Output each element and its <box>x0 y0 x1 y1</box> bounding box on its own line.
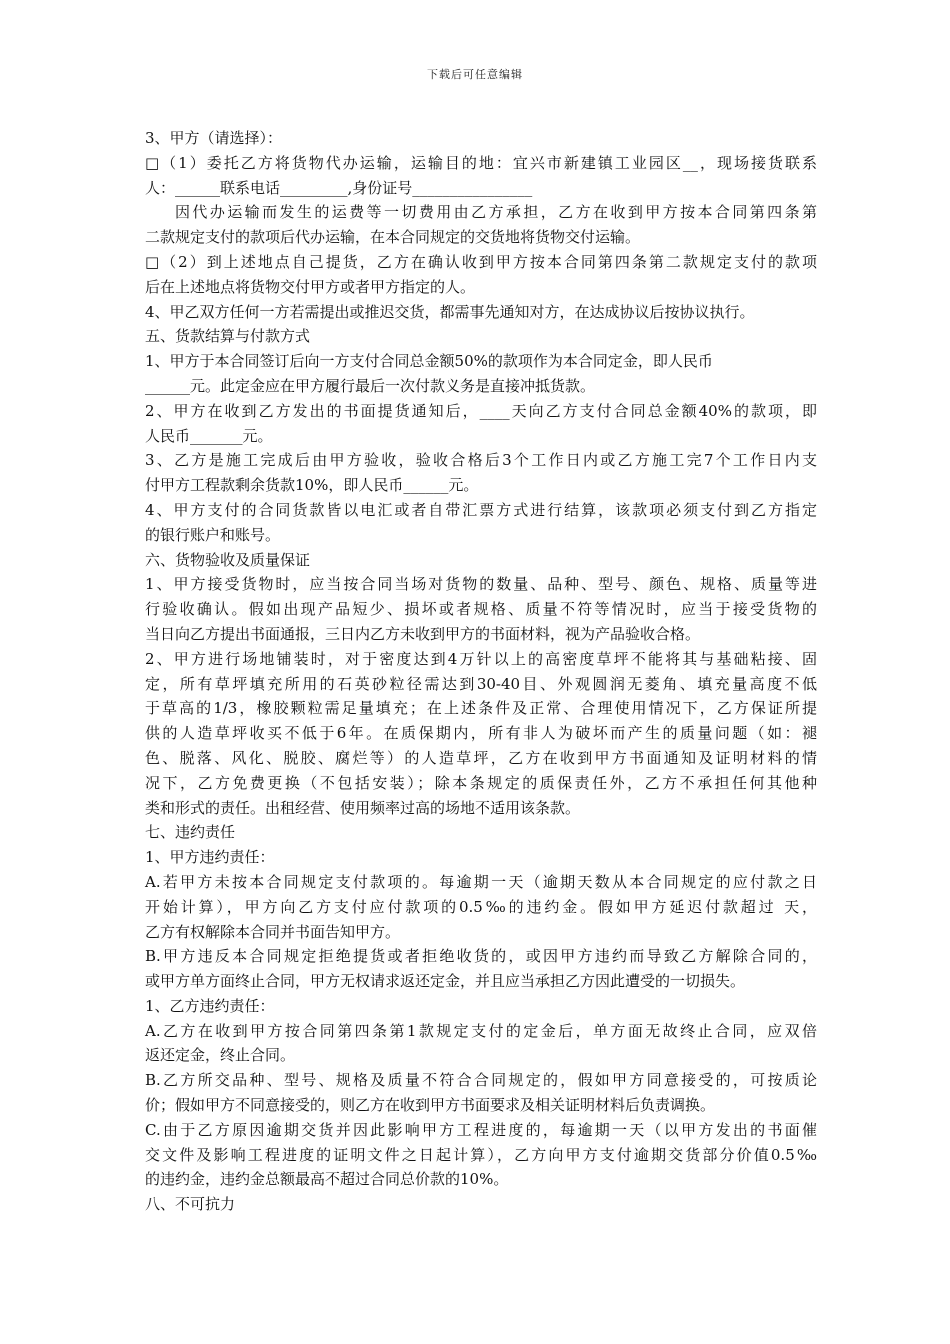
text-line: 的违约金，违约金总额最高不超过合同总价款的10%。 <box>145 1170 509 1189</box>
text-line: 3、甲方（请选择）： <box>145 129 283 147</box>
text-line: 人民币_______元。 <box>145 426 273 445</box>
text-line: 交文件及影响工程进度的证明文件之日起计算），乙方向甲方支付逾期交货部分价值0.5‰ <box>145 1145 817 1164</box>
text-line: 类和形式的责任。出租经营、使用频率过高的场地不适用该条款。 <box>145 798 581 817</box>
text-line: 乙方有权解除本合同并书面告知甲方。 <box>145 922 401 941</box>
text-line: 七、违约责任 <box>145 823 236 842</box>
text-line: 4、甲乙双方任何一方若需提出或推迟交货，都需事先通知对方，在达成协议后按协议执行。 <box>145 302 755 321</box>
text-line: 五、货款结算与付款方式 <box>145 327 311 346</box>
text-line: 2、甲方进行场地铺装时，对于密度达到4万针以上的高密度草坪不能将其与基础粘接、固 <box>145 649 817 668</box>
text-line: 后在上述地点将货物交付甲方或者甲方指定的人。 <box>145 277 476 296</box>
text-line: A.若甲方未按本合同规定支付款项的。每逾期一天（逾期天数从本合同规定的应付款之日 <box>145 872 817 891</box>
text-line: 开始计算），甲方向乙方支付应付款项的0.5‰的违约金。假如甲方延迟付款超过 天， <box>145 897 817 916</box>
text-line: 的银行账户和账号。 <box>145 525 281 544</box>
text-line: B.甲方违反本合同规定拒绝提货或者拒绝收货的，或因甲方违约而导致乙方解除合同的， <box>145 947 817 966</box>
text-line: 价；假如甲方不同意接受的，则乙方在收到甲方书面要求及相关证明材料后负责调换。 <box>145 1096 716 1115</box>
text-line: 或甲方单方面终止合同，甲方无权请求返还定金，并且应当承担乙方因此遭受的一切损失。 <box>145 972 746 991</box>
text-line: 当日向乙方提出书面通报，三日内乙方未收到甲方的书面材料，视为产品验收合格。 <box>145 624 701 643</box>
text-line: ______元。此定金应在甲方履行最后一次付款义务是直接冲抵货款。 <box>145 376 596 395</box>
text-line: 付甲方工程款剩余货款10%，即人民币______元。 <box>145 476 479 495</box>
text-line: 定，所有草坪填充所用的石英砂粒径需达到30-40目、外观圆润无菱角、填充量高度不低 <box>145 674 817 693</box>
text-line: B.乙方所交品种、型号、规格及质量不符合合同规定的，假如甲方同意接受的，可按质论 <box>145 1071 817 1090</box>
text-line: 1、乙方违约责任： <box>145 996 275 1015</box>
text-line: 供的人造草坪收买不低于6年。在质保期内，所有非人为破坏而产生的质量问题（如：褪 <box>145 724 817 743</box>
text-line: C.由于乙方原因逾期交货并因此影响甲方工程进度的，每逾期一天（以甲方发出的书面催 <box>145 1120 817 1139</box>
text-line: 人：______联系电话_________,身份证号________________ <box>145 178 533 197</box>
text-line: 4、甲方支付的合同货款皆以电汇或者自带汇票方式进行结算，该款项必须支付到乙方指定 <box>145 500 817 519</box>
text-line: 色、脱落、风化、脱胶、腐烂等）的人造草坪，乙方在收到甲方书面通知及证明材料的情 <box>145 748 817 767</box>
page-header: 下载后可任意编辑 <box>427 68 523 81</box>
text-line: 1、甲方接受货物时，应当按合同当场对货物的数量、品种、型号、颜色、规格、质量等进 <box>145 575 817 594</box>
text-line: 1、甲方违约责任： <box>145 848 275 867</box>
text-line: 2、甲方在收到乙方发出的书面提货通知后，____天向乙方支付合同总金额40%的款项，即 <box>145 401 817 420</box>
text-line: 行验收确认。假如出现产品短少、损坏或者规格、质量不符等情况时，应当于接受货物的 <box>145 600 817 619</box>
document-body <box>145 126 817 1217</box>
text-line: A.乙方在收到甲方按合同第四条第1款规定支付的定金后，单方面无故终止合同，应双倍 <box>145 1021 817 1040</box>
text-line: 二款规定支付的款项后代办运输，在本合同规定的交货地将货物交付运输。 <box>145 228 641 247</box>
text-line: □（2）到上述地点自己提货，乙方在确认收到甲方按本合同第四条第二款规定支付的款项 <box>145 252 817 271</box>
text-line: 3、乙方是施工完成后由甲方验收，验收合格后3个工作日内或乙方施工完7个工作日内支 <box>145 451 817 470</box>
text-line: □（1）委托乙方将货物代办运输，运输目的地：宜兴市新建镇工业园区__，现场接货联系 <box>145 153 817 172</box>
text-line: 因代办运输而发生的运费等一切费用由乙方承担，乙方在收到甲方按本合同第四条第 <box>175 203 817 222</box>
text-line: 1、甲方于本合同签订后向一方支付合同总金额50%的款项作为本合同定金，即人民币 <box>145 352 713 371</box>
text-line: 八、不可抗力 <box>145 1195 236 1214</box>
text-line: 况下，乙方免费更换（不包括安装）；除本条规定的质保责任外，乙方不承担任何其他种 <box>145 773 817 792</box>
text-line: 六、货物验收及质量保证 <box>145 550 311 569</box>
text-line: 返还定金，终止合同。 <box>145 1046 296 1065</box>
text-line: 于草高的1/3，橡胶颗粒需足量填充；在上述条件及正常、合理使用情况下，乙方保证所提 <box>145 699 817 718</box>
